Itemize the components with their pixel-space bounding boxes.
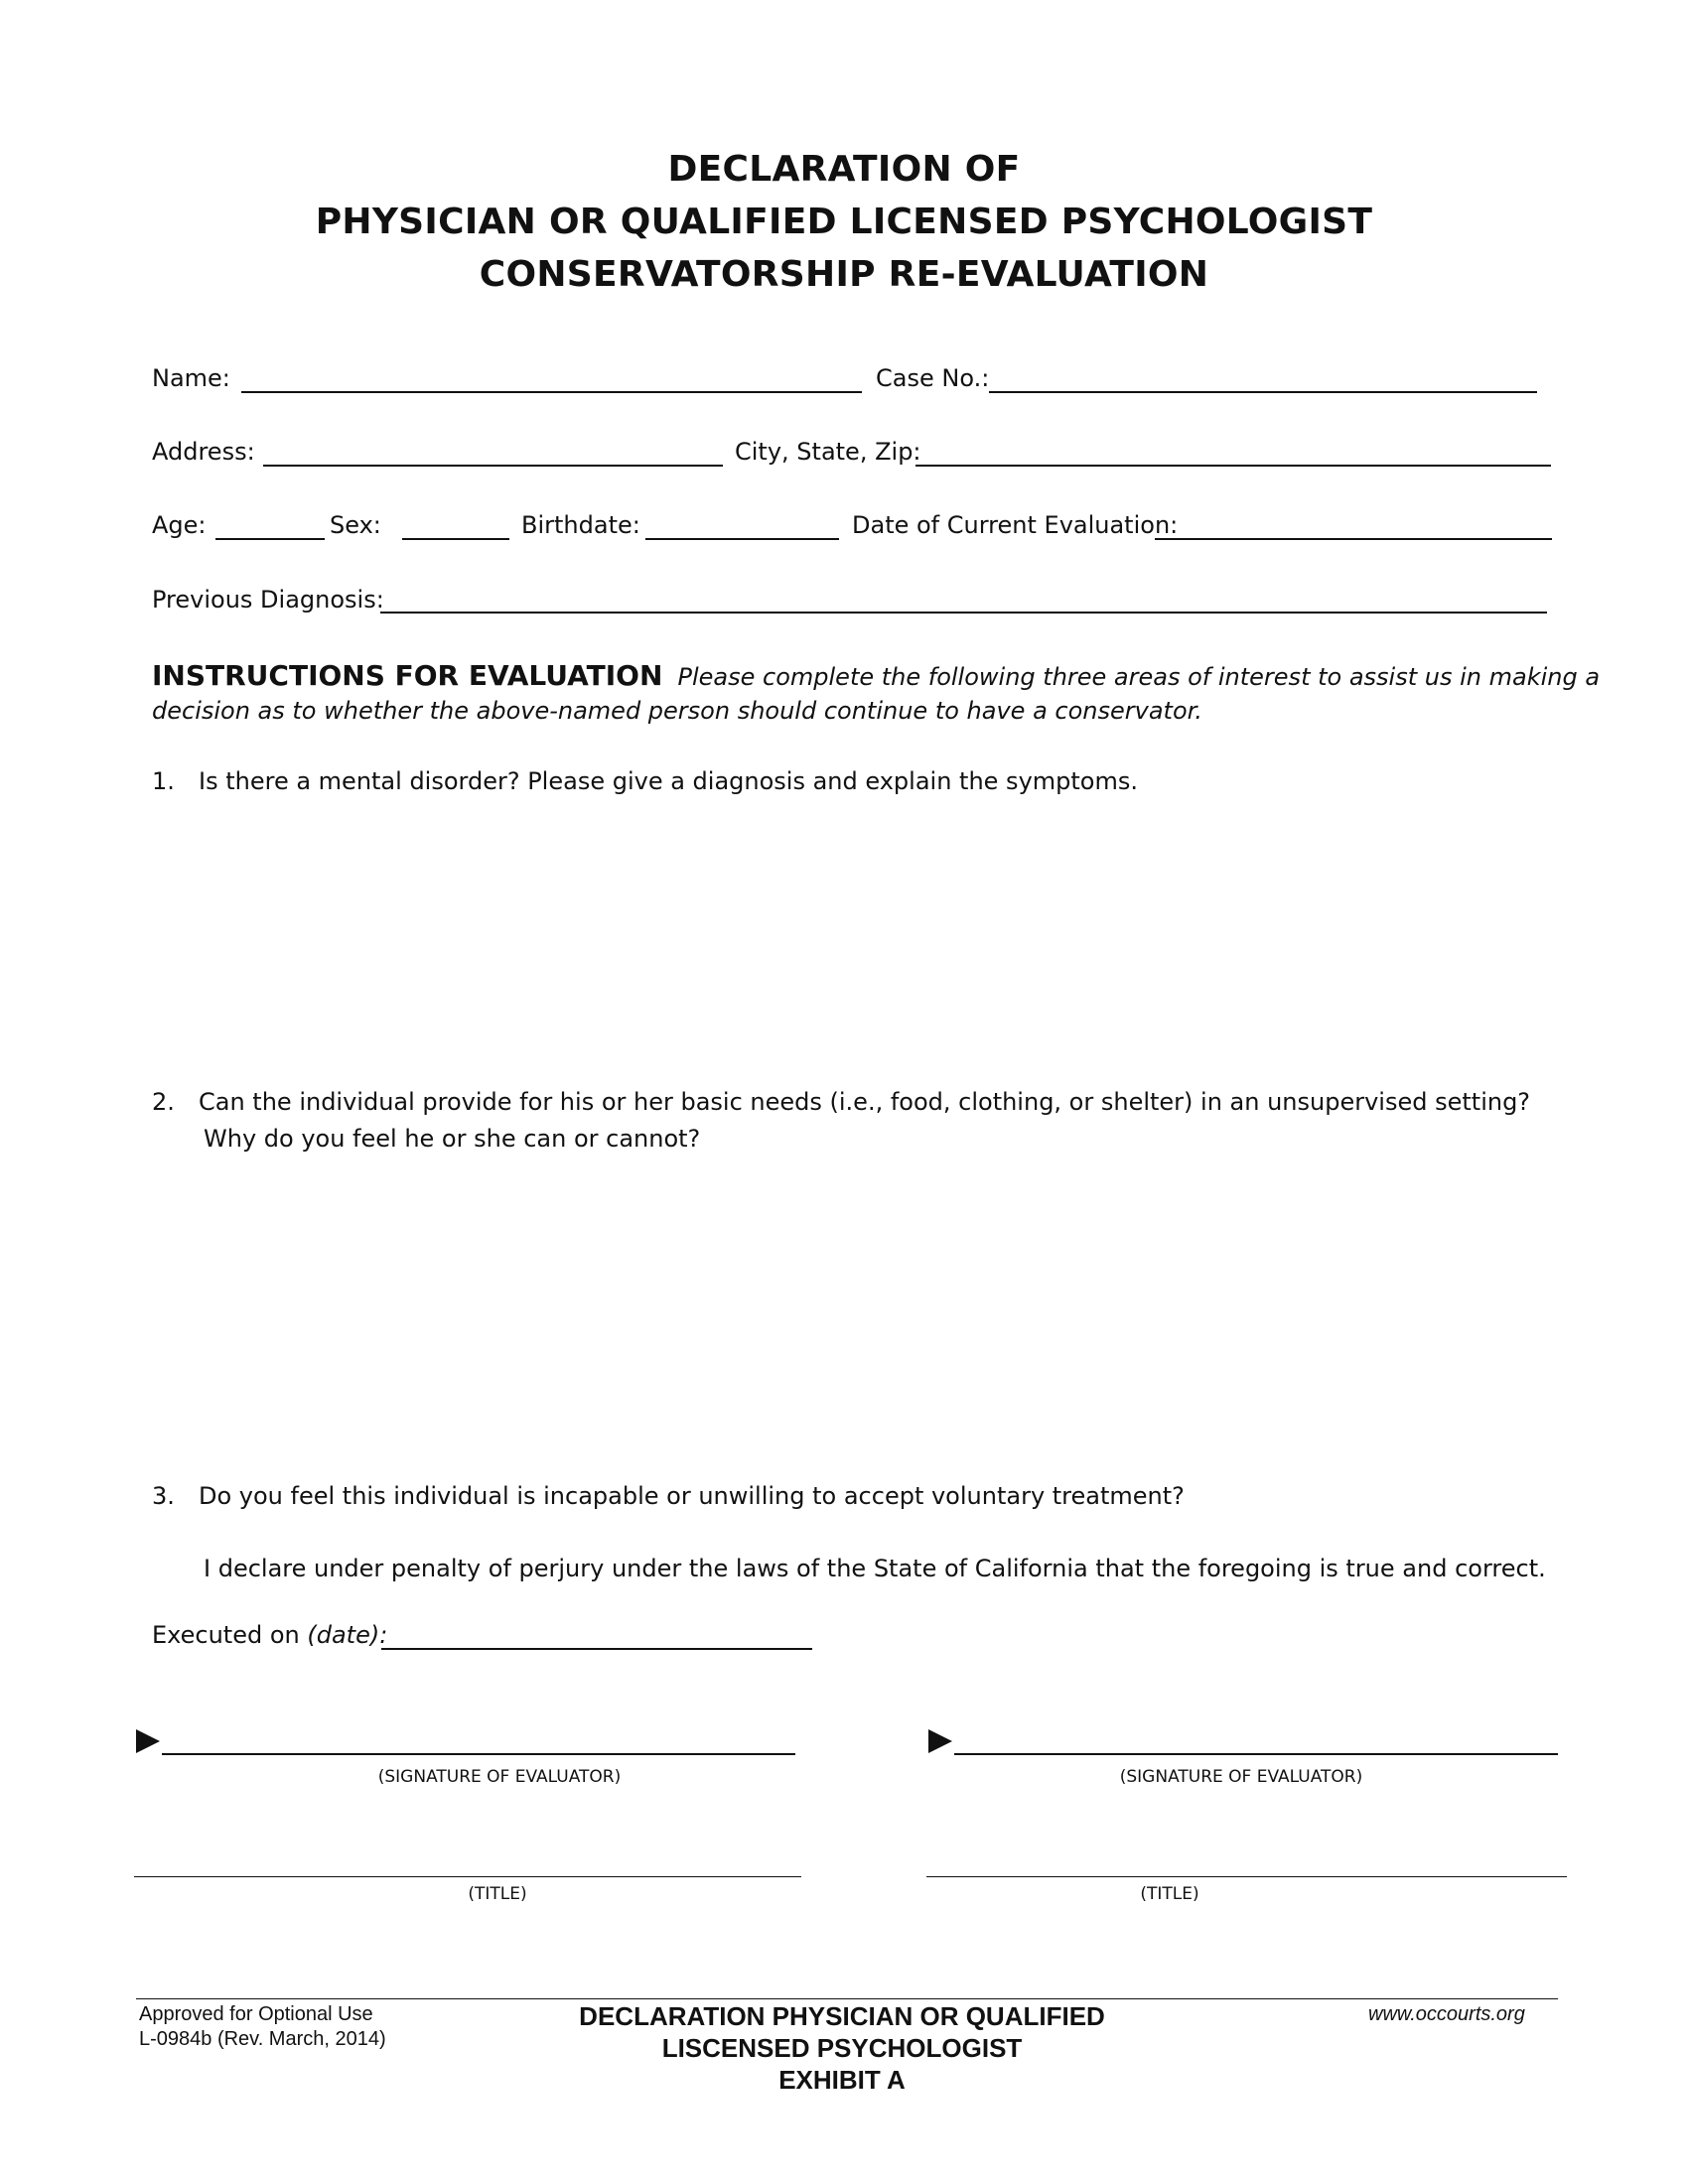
- question-1-number: 1.: [152, 767, 175, 795]
- declaration-text: I declare under penalty of perjury under the laws of the State of California that the foregoing is true and correct.: [204, 1555, 1546, 1582]
- instructions-text-1: Please complete the following three areas of interest to assist us in making a: [677, 663, 1601, 691]
- footer-approved: Approved for Optional Use: [139, 2003, 373, 2025]
- signature-arrow-icon: [928, 1729, 952, 1753]
- address-label: Address:: [152, 438, 255, 466]
- footer-divider: [136, 1998, 1558, 1999]
- footer-title-2: LISCENSED PSYCHOLOGIST: [661, 2033, 1023, 2063]
- question-2-answer-area[interactable]: [199, 1166, 1549, 1454]
- title-field-right[interactable]: [926, 1876, 1567, 1877]
- previous-diagnosis-label: Previous Diagnosis:: [152, 586, 384, 614]
- signature-field-left[interactable]: [162, 1753, 795, 1755]
- executed-on-date-text: (date):: [307, 1621, 388, 1649]
- signature-arrow-icon: [136, 1729, 160, 1753]
- instructions-heading: INSTRUCTIONS FOR EVALUATION: [152, 659, 663, 692]
- eval-date-field[interactable]: [1155, 538, 1552, 540]
- executed-on-text: Executed on: [152, 1621, 308, 1649]
- question-3-number: 3.: [152, 1482, 175, 1510]
- question-1-text: Is there a mental disorder? Please give a diagnosis and explain the symptoms.: [199, 767, 1138, 795]
- city-state-zip-field[interactable]: [915, 465, 1551, 467]
- previous-diagnosis-field[interactable]: [380, 612, 1547, 614]
- case-no-label: Case No.:: [876, 364, 990, 392]
- signature-caption-left: (SIGNATURE OF EVALUATOR): [377, 1767, 622, 1787]
- title-field-left[interactable]: [134, 1876, 801, 1877]
- title-line-1: DECLARATION OF: [667, 149, 1021, 190]
- instructions-text-2: decision as to whether the above-named person should continue to have a conservator.: [152, 697, 1202, 725]
- footer-title-1: DECLARATION PHYSICIAN OR QUALIFIED: [579, 2001, 1105, 2031]
- question-1-answer-area[interactable]: [199, 809, 1549, 1057]
- title-line-3: CONSERVATORSHIP RE-EVALUATION: [479, 254, 1209, 295]
- signature-field-right[interactable]: [954, 1753, 1558, 1755]
- executed-on-label: [152, 1621, 387, 1649]
- footer-title-3: EXHIBIT A: [778, 2065, 906, 2095]
- age-field[interactable]: [215, 538, 325, 540]
- eval-date-label: Date of Current Evaluation:: [852, 511, 1179, 539]
- footer-form-number: L-0984b (Rev. March, 2014): [139, 2028, 386, 2050]
- case-no-field[interactable]: [989, 391, 1537, 393]
- question-2-number: 2.: [152, 1088, 175, 1116]
- question-2-text-1: Can the individual provide for his or her basic needs (i.e., food, clothing, or shelter) in an unsupervised setting?: [199, 1088, 1531, 1116]
- question-3-text: Do you feel this individual is incapable or unwilling to accept voluntary treatment?: [199, 1482, 1185, 1510]
- birthdate-field[interactable]: [645, 538, 839, 540]
- title-caption-right: (TITLE): [1140, 1884, 1199, 1904]
- age-label: Age:: [152, 511, 207, 539]
- address-field[interactable]: [263, 465, 723, 467]
- signature-caption-right: (SIGNATURE OF EVALUATOR): [1119, 1767, 1363, 1787]
- name-label: Name:: [152, 364, 230, 392]
- sex-field[interactable]: [402, 538, 509, 540]
- title-line-2: PHYSICIAN OR QUALIFIED LICENSED PSYCHOLOGIST: [315, 202, 1373, 242]
- sex-label: Sex:: [330, 511, 381, 539]
- executed-date-field[interactable]: [381, 1648, 812, 1650]
- title-caption-left: (TITLE): [468, 1884, 527, 1904]
- city-state-zip-label: City, State, Zip:: [735, 438, 921, 466]
- instructions-line-1: [152, 659, 1600, 692]
- question-2-text-2: Why do you feel he or she can or cannot?: [204, 1125, 701, 1153]
- name-field[interactable]: [241, 391, 862, 393]
- footer-website-link[interactable]: www.occourts.org: [1368, 2003, 1525, 2025]
- birthdate-label: Birthdate:: [521, 511, 640, 539]
